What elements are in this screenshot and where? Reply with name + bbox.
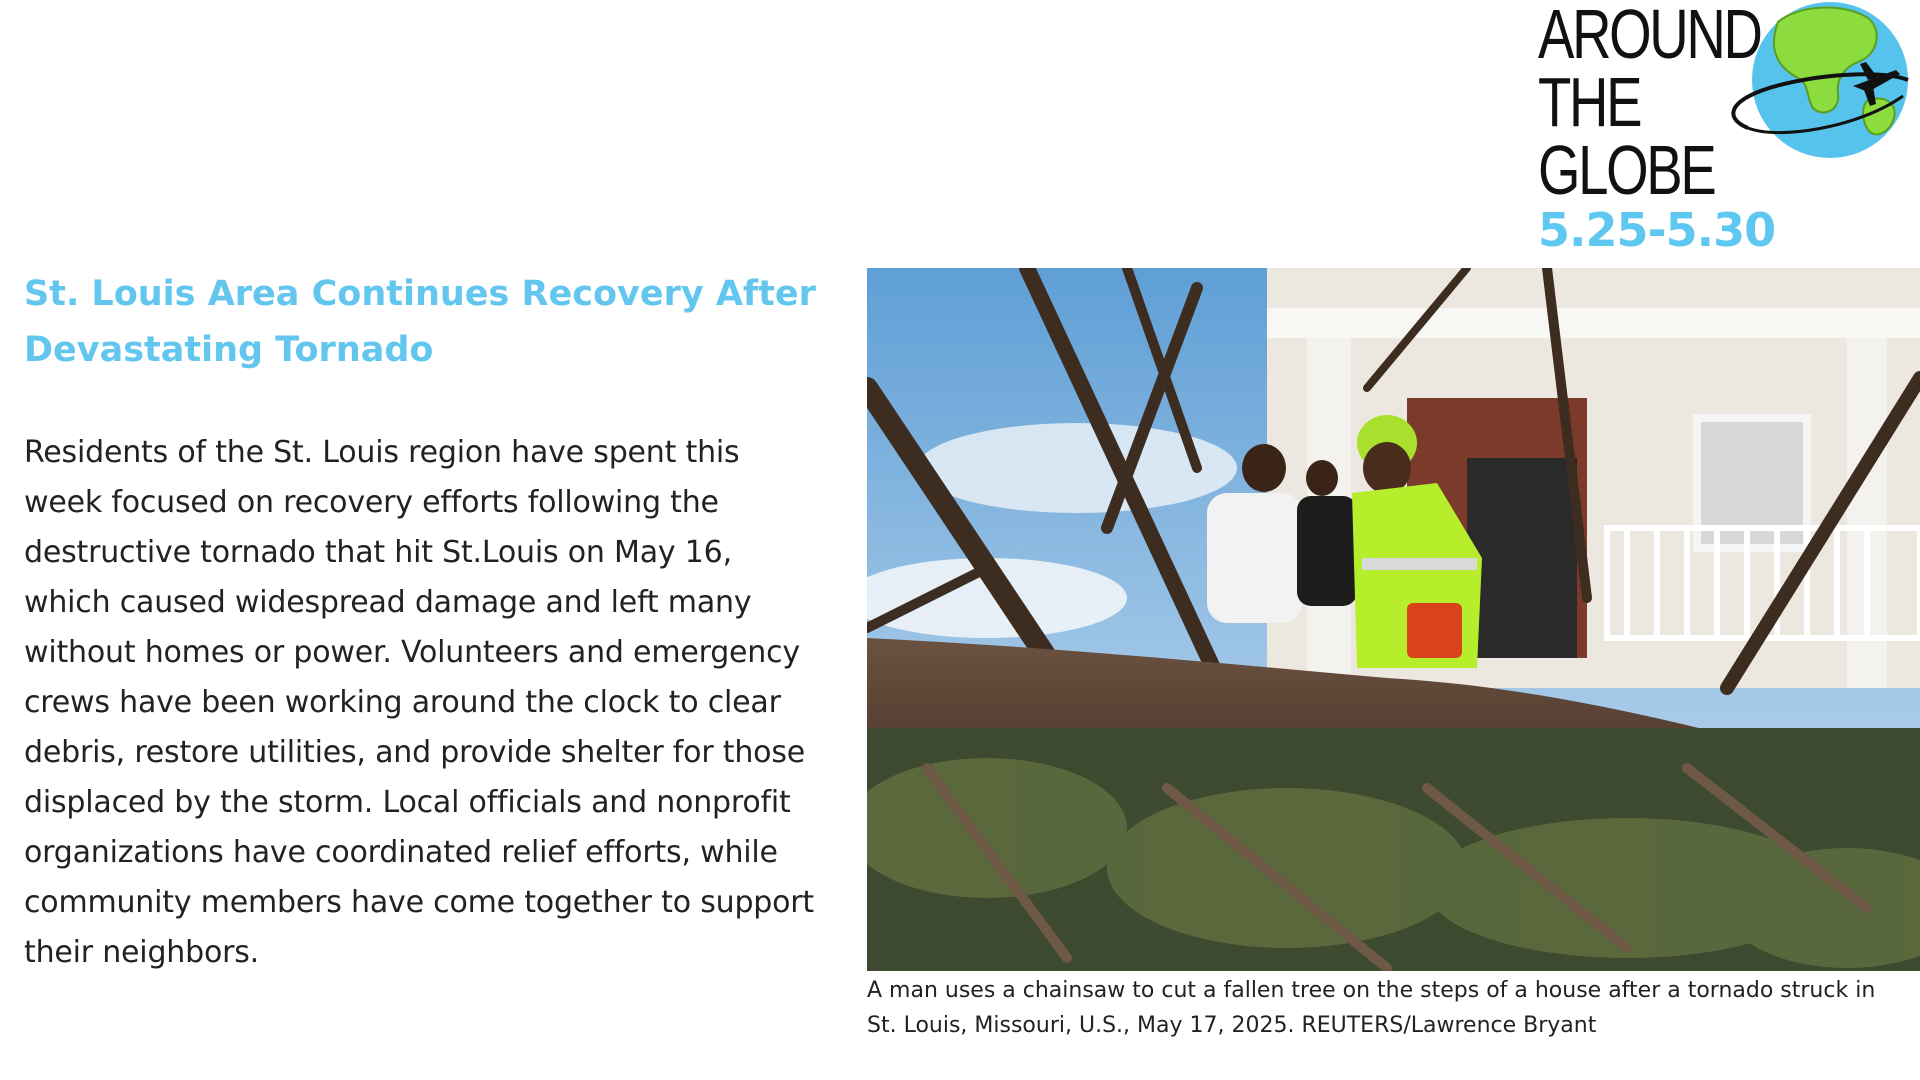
body-line: which caused widespread damage and left many [24, 585, 752, 620]
logo-date-range: 5.25-5.30 [1538, 203, 1776, 257]
logo-title-line-3: GLOBE [1538, 131, 1715, 209]
article-body [24, 428, 854, 978]
body-line: without homes or power. Volunteers and emergency [24, 635, 800, 670]
logo-title-line-1: AROUND [1538, 0, 1761, 73]
news-photo [867, 268, 1920, 971]
logo-title-line-2: THE [1538, 63, 1641, 141]
caption-line-2: St. Louis, Missouri, U.S., May 17, 2025. REUTERS/Lawrence Bryant [867, 1013, 1597, 1038]
tornado-cleanup-photo [867, 268, 1920, 971]
headline-line-2: Devastating Tornado [24, 330, 434, 370]
body-line: destructive tornado that hit St.Louis on May 16, [24, 535, 732, 570]
body-line: community members have come together to support [24, 885, 814, 920]
body-line: organizations have coordinated relief efforts, while [24, 835, 778, 870]
photo-caption [867, 973, 1897, 1043]
body-line: crews have been working around the clock to clear [24, 685, 781, 720]
article-headline [24, 266, 824, 378]
caption-line-1: A man uses a chainsaw to cut a fallen tree on the steps of a house after a tornado struck in [867, 978, 1876, 1003]
body-line: debris, restore utilities, and provide shelter for those [24, 735, 806, 770]
globe-with-airplane-icon [1718, 0, 1918, 165]
body-line: week focused on recovery efforts following the [24, 485, 719, 520]
body-line: Residents of the St. Louis region have spent this [24, 435, 740, 470]
body-line: their neighbors. [24, 935, 259, 970]
headline-line-1: St. Louis Area Continues Recovery After [24, 274, 816, 314]
body-line: displaced by the storm. Local officials and nonprofit [24, 785, 791, 820]
around-the-globe-logo [1538, 0, 1920, 260]
